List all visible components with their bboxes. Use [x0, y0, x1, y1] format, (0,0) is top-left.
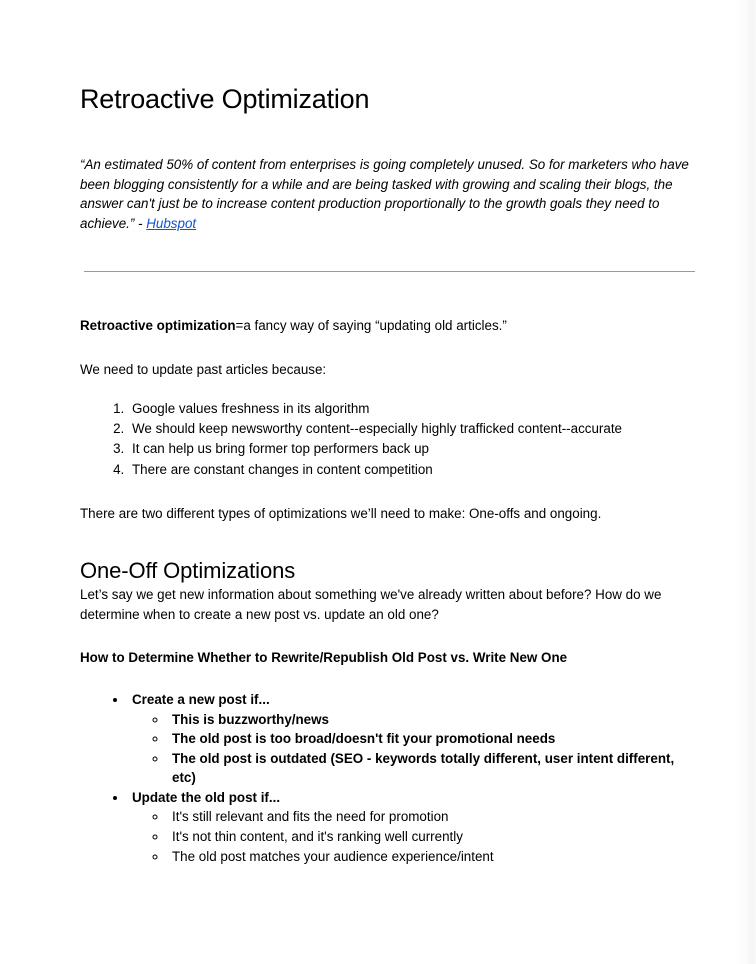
page-title: Retroactive Optimization [80, 84, 370, 114]
intro-line: We need to update past articles because: [80, 362, 327, 378]
pull-quote-text: “An estimated 50% of content from enterprises is going completely unused. So for marketers who have been blogging consistently for a while and are being tasked with growing and scaling their blogs, the answer can't just be to increase content production proportionally to the growth goals they need to achieve.” - [80, 157, 689, 231]
list-item: 1. Google values freshness in its algorithm [128, 399, 696, 419]
list-item: 3. It can help us bring former top performers back up [128, 439, 696, 459]
list-item: ◦ This is buzzworthy/news [168, 710, 696, 730]
definition-rest: =a fancy way of saying “updating old articles.” [235, 318, 507, 334]
list-item: 2. We should keep newsworthy content--especially highly trafficked content--accurate [128, 419, 696, 439]
list-item [128, 788, 696, 866]
spacer [80, 668, 696, 690]
list-item: ◦ The old post matches your audience experience/intent [168, 847, 696, 867]
summary-line: There are two different types of optimizations we’ll need to make: One-offs and ongoing. [80, 506, 602, 522]
spacer [80, 480, 696, 504]
list-item [128, 690, 696, 788]
sub-bullet-list [132, 807, 696, 866]
sub-bullet-list [132, 710, 696, 788]
spacer [80, 380, 696, 399]
spacer [80, 336, 696, 360]
list-item: 4. There are constant changes in content competition [128, 460, 696, 480]
list-item: ◦ The old post is outdated (SEO - keywords totally different, user intent different, etc) [168, 749, 696, 788]
section-heading-one-off-optimizations: One-Off Optimizations [80, 557, 296, 583]
spacer [80, 624, 696, 648]
subheading-how-to-determine: How to Determine Whether to Rewrite/Republish Old Post vs. Write New One [80, 650, 568, 666]
definition-term: Retroactive optimization [80, 318, 236, 334]
pull-quote [80, 115, 696, 233]
decision-bullet-list [80, 690, 696, 866]
hubspot-source-link[interactable]: Hubspot [146, 215, 197, 231]
bullet-label: Create a new post if... [132, 691, 270, 707]
reasons-list [80, 399, 696, 481]
document-body [80, 0, 696, 866]
page-edge-shadow [732, 0, 756, 964]
bullet-label: Update the old post if... [132, 789, 281, 805]
list-item: ◦ The old post is too broad/doesn't fit your promotional needs [168, 729, 696, 749]
definition-line [80, 316, 696, 336]
spacer [80, 272, 696, 316]
list-item: ◦ It's still relevant and fits the need for promotion [168, 807, 696, 827]
list-item: ◦ It's not thin content, and it's ranking well currently [168, 827, 696, 847]
section-paragraph: Let’s say we get new information about something we've already written about before? How do we determine when to create a new post vs. update an old one? [80, 587, 662, 622]
